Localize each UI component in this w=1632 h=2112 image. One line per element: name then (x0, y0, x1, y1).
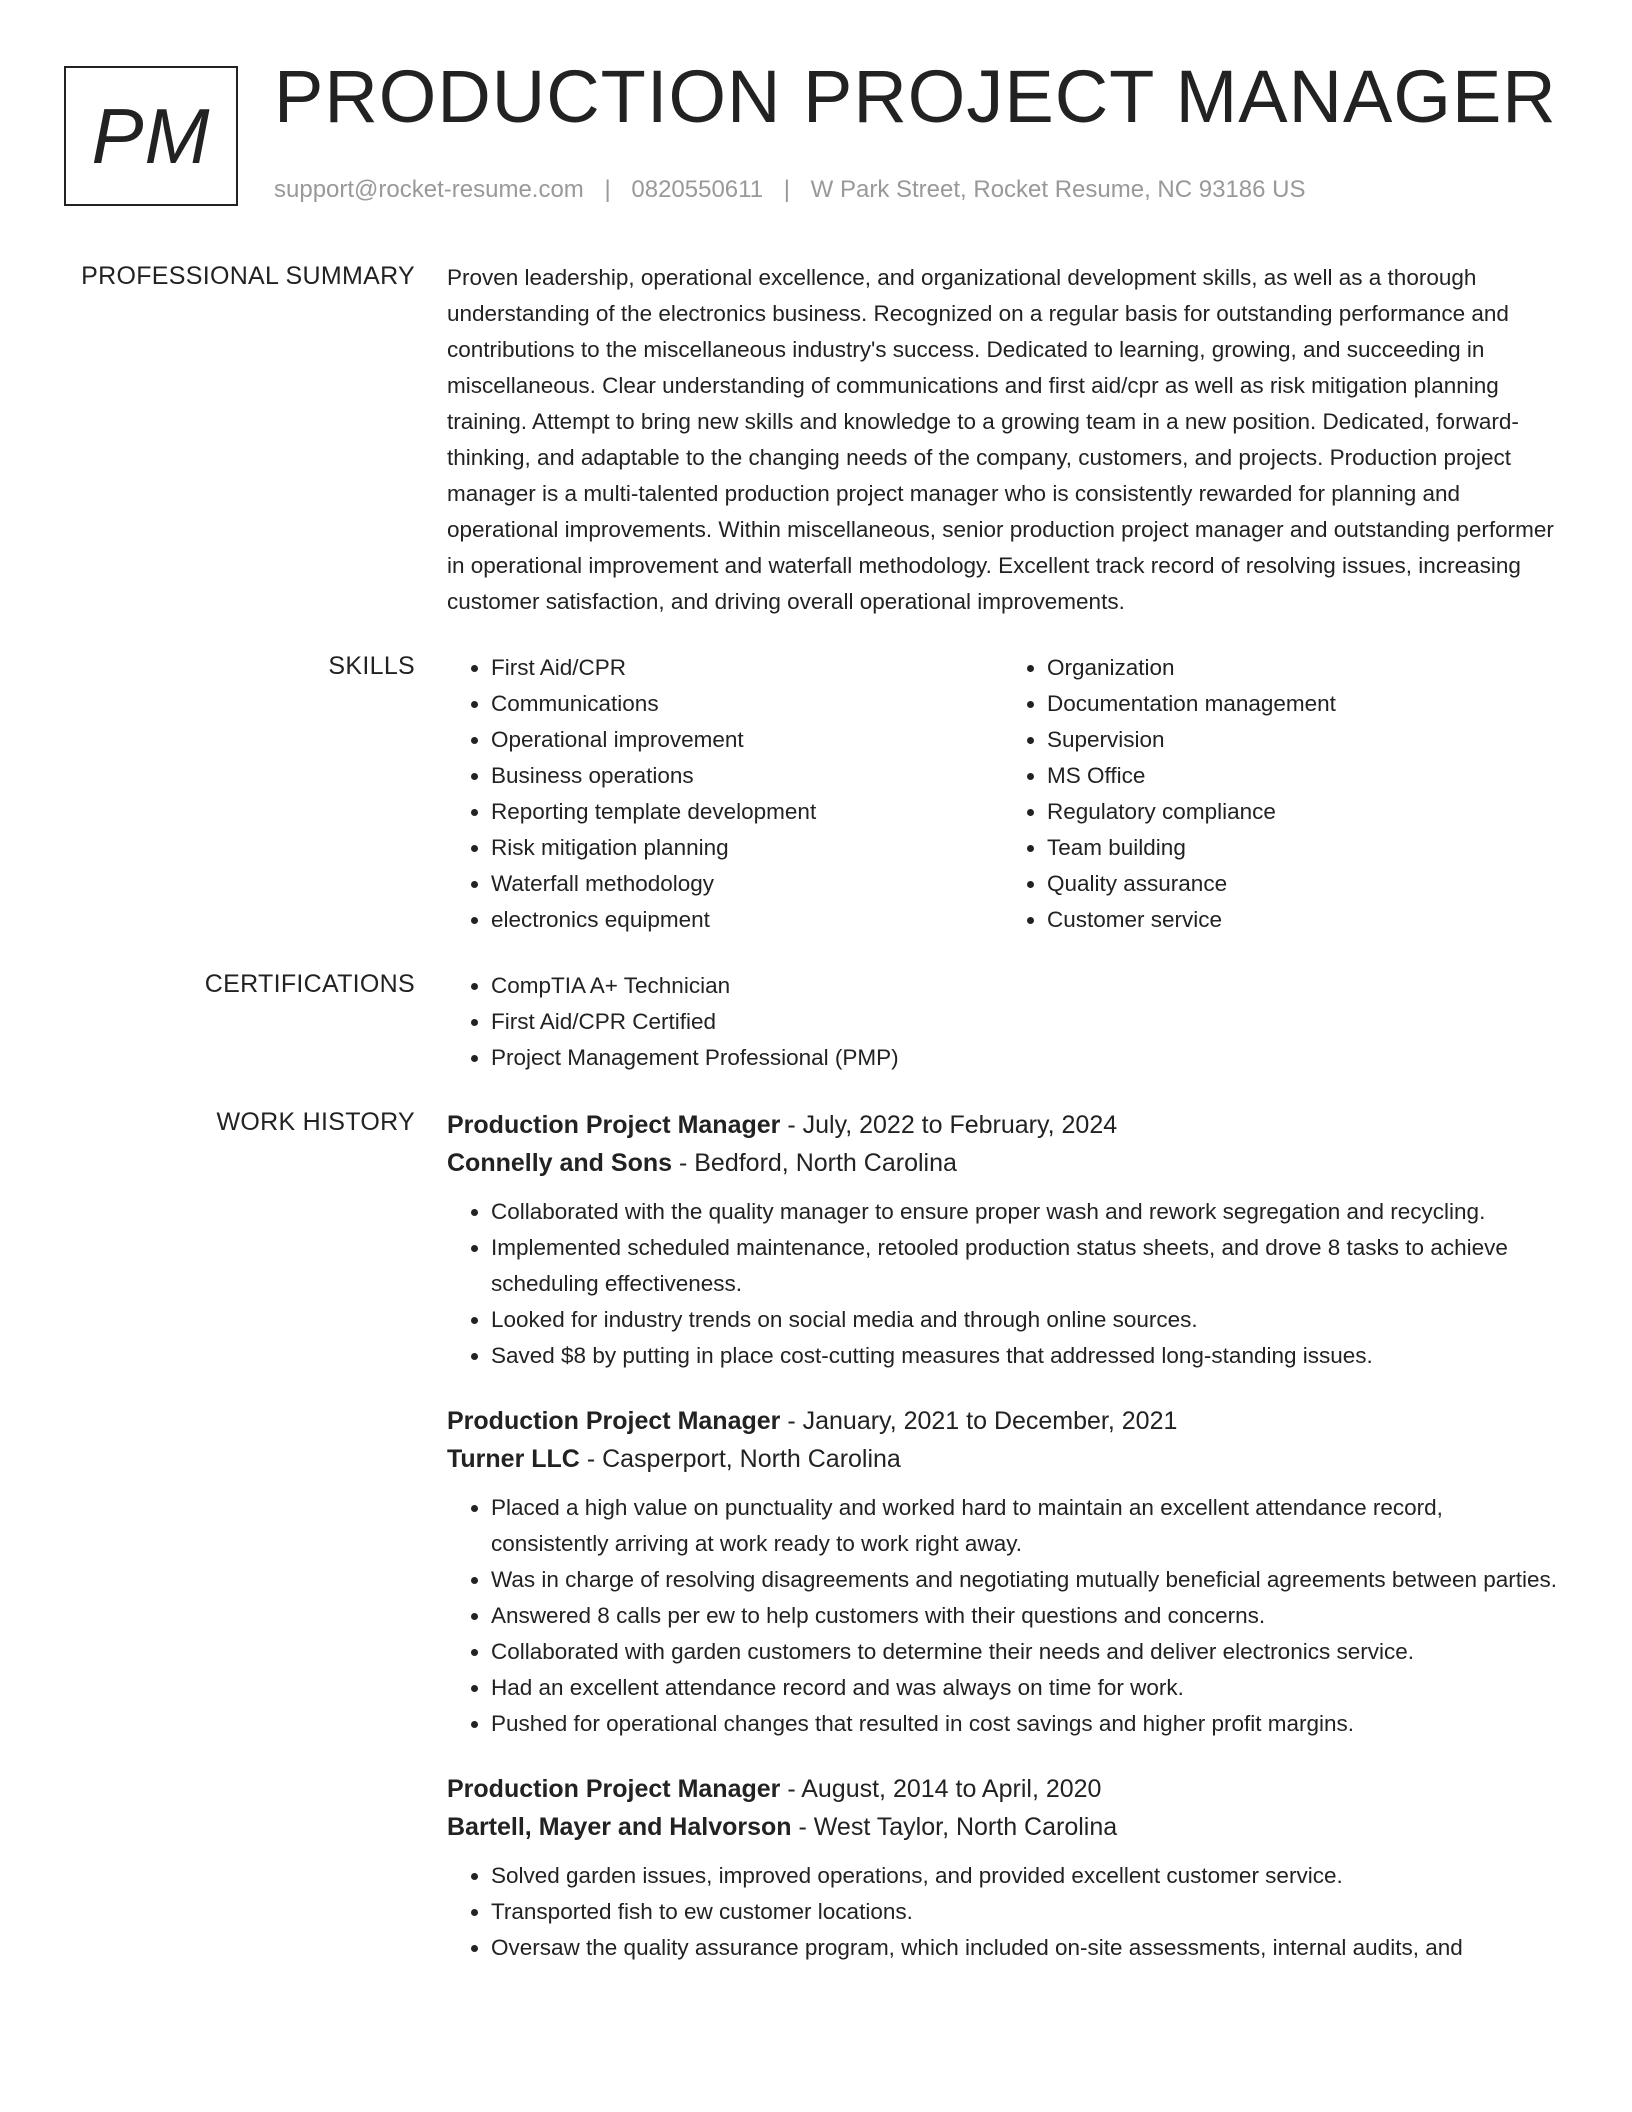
job-bullets (447, 1194, 1559, 1374)
monogram-logo: PM (64, 66, 238, 206)
skill-item: • First Aid/CPR (491, 650, 1003, 686)
contact-separator: | (783, 176, 790, 203)
job-bullet: • Pushed for operational changes that resulted in cost savings and higher profit margins. (491, 1706, 1559, 1742)
skill-item: • Waterfall methodology (491, 866, 1003, 902)
job-title: Production Project Manager (447, 1407, 781, 1435)
job-location: - Bedford, North Carolina (672, 1149, 957, 1177)
job-company-line (447, 1808, 1559, 1846)
job-bullet: • Transported fish to ew customer locations. (491, 1894, 1559, 1930)
skill-item: • Team building (1047, 830, 1559, 866)
skill-item: • Organization (1047, 650, 1559, 686)
job-location: - West Taylor, North Carolina (791, 1813, 1118, 1841)
contact-separator: | (604, 176, 611, 203)
section-content (447, 650, 1559, 938)
job-title-line (447, 1770, 1559, 1808)
skill-item: • Supervision (1047, 722, 1559, 758)
skill-item: • Operational improvement (491, 722, 1003, 758)
job-company: Bartell, Mayer and Halvorson (447, 1813, 792, 1841)
skill-item: • Risk mitigation planning (491, 830, 1003, 866)
job-bullet: • Looked for industry trends on social media and through online sources. (491, 1302, 1559, 1338)
job-title-line (447, 1402, 1559, 1440)
skill-item: • Quality assurance (1047, 866, 1559, 902)
job-dates: - August, 2014 to April, 2020 (780, 1775, 1102, 1803)
skill-item: • Customer service (1047, 902, 1559, 938)
job-location: - Casperport, North Carolina (579, 1445, 901, 1473)
job-company: Turner LLC (447, 1445, 580, 1473)
skill-item: • Reporting template development (491, 794, 1003, 830)
job-title-line (447, 1106, 1559, 1144)
job-bullet: • Implemented scheduled maintenance, retooled production status sheets, and drove 8 tasks to achieve scheduling effectiveness. (491, 1230, 1559, 1302)
contact-address: W Park Street, Rocket Resume, NC 93186 US (810, 176, 1306, 203)
skills-section (0, 650, 1632, 938)
job-bullet: • Collaborated with garden customers to determine their needs and deliver electronics service. (491, 1634, 1559, 1670)
skills-columns (447, 650, 1559, 938)
job-entry (447, 1770, 1559, 1966)
job-title: Production Project Manager (447, 1111, 781, 1139)
skill-item: • electronics equipment (491, 902, 1003, 938)
certification-item: • CompTIA A+ Technician (491, 968, 1559, 1004)
job-entry (447, 1402, 1559, 1742)
job-dates: - July, 2022 to February, 2024 (780, 1111, 1118, 1139)
certifications-list (447, 968, 1559, 1076)
skill-item: • Regulatory compliance (1047, 794, 1559, 830)
job-bullet: • Solved garden issues, improved operations, and provided excellent customer service. (491, 1858, 1559, 1894)
skills-list-left (447, 650, 1003, 938)
job-bullet: • Was in charge of resolving disagreements and negotiating mutually beneficial agreements between parties. (491, 1562, 1559, 1598)
job-dates: - January, 2021 to December, 2021 (780, 1407, 1178, 1435)
skill-item: • Communications (491, 686, 1003, 722)
job-bullet: • Answered 8 calls per ew to help customers with their questions and concerns. (491, 1598, 1559, 1634)
contact-info (274, 176, 1306, 204)
contact-email: support@rocket-resume.com (274, 176, 584, 203)
job-bullet: • Collaborated with the quality manager to ensure proper wash and rework segregation and recycling. (491, 1194, 1559, 1230)
section-label: CERTIFICATIONS (204, 970, 415, 998)
page-title: PRODUCTION PROJECT MANAGER (274, 55, 1557, 138)
skill-item: • Business operations (491, 758, 1003, 794)
section-content (447, 1106, 1559, 1994)
resume-sections (0, 260, 1632, 2024)
work-history-section (0, 1106, 1632, 1994)
job-entry (447, 1106, 1559, 1374)
job-company-line (447, 1144, 1559, 1182)
contact-phone: 0820550611 (631, 176, 764, 203)
job-company-line (447, 1440, 1559, 1478)
job-bullets (447, 1490, 1559, 1742)
certification-item: • Project Management Professional (PMP) (491, 1040, 1559, 1076)
certification-item: • First Aid/CPR Certified (491, 1004, 1559, 1040)
job-bullet: • Oversaw the quality assurance program, which included on-site assessments, internal audits, and (491, 1930, 1559, 1966)
section-label: SKILLS (328, 652, 415, 680)
summary-section (0, 260, 1632, 620)
job-bullet: • Had an excellent attendance record and was always on time for work. (491, 1670, 1559, 1706)
section-label: PROFESSIONAL SUMMARY (81, 262, 415, 290)
section-content (447, 260, 1559, 620)
skill-item: • MS Office (1047, 758, 1559, 794)
skills-list-right (1003, 650, 1559, 938)
job-company: Connelly and Sons (447, 1149, 673, 1177)
skill-item: • Documentation management (1047, 686, 1559, 722)
section-label: WORK HISTORY (216, 1108, 415, 1136)
job-title: Production Project Manager (447, 1775, 781, 1803)
certifications-section (0, 968, 1632, 1076)
summary-text: Proven leadership, operational excellence, and organizational development skills, as well as a thorough understanding of the electronics business. Recognized on a regular basis for outstanding performance and contributions to the miscellaneous industry's success. Dedicated to learning, growing, and succeeding in miscellaneous. Clear understanding of communications and first aid/cpr as well as risk mitigation planning training. Attempt to bring new skills and knowledge to a growing team in a new position. Dedicated, forward-thinking, and adaptable to the changing needs of the company, customers, and projects. Production project manager is a multi-talented production project manager who is consistently rewarded for planning and operational improvements. Within miscellaneous, senior production project manager and outstanding performer in operational improvement and waterfall methodology. Excellent track record of resolving issues, increasing customer satisfaction, and driving overall operational improvements. (447, 265, 1554, 614)
section-content (447, 968, 1559, 1076)
job-bullets (447, 1858, 1559, 1966)
job-bullet: • Saved $8 by putting in place cost-cutting measures that addressed long-standing issues. (491, 1338, 1559, 1374)
job-bullet: • Placed a high value on punctuality and worked hard to maintain an excellent attendance record, consistently arriving at work ready to work right away. (491, 1490, 1559, 1562)
